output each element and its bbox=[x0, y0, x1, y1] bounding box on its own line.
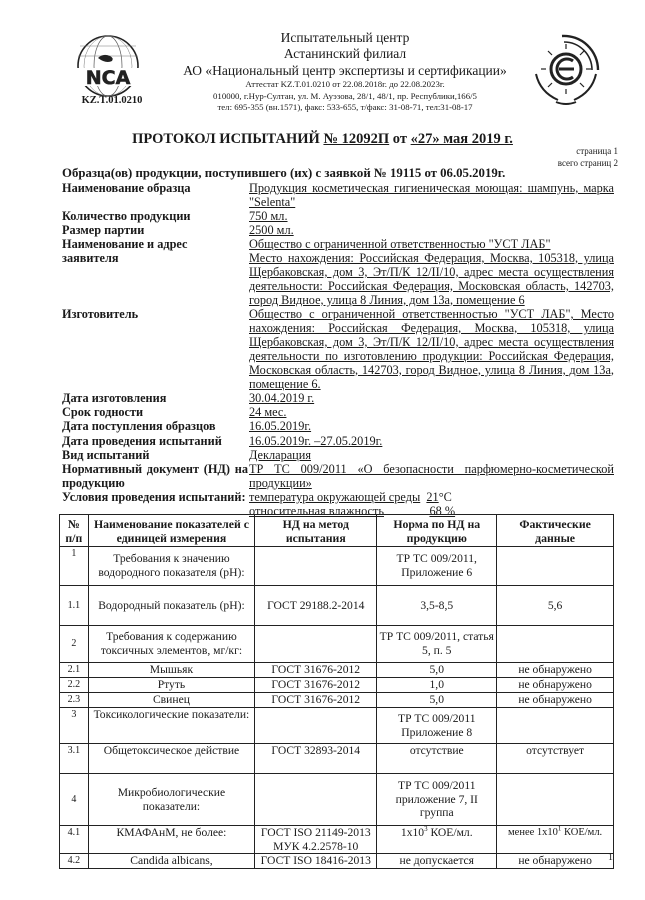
temperature-unit: °C bbox=[438, 490, 452, 504]
table-row bbox=[60, 693, 614, 708]
cell-name: Candida albicans, bbox=[88, 854, 255, 869]
cell-num: 4.1 bbox=[60, 826, 89, 854]
cell-method: ГОСТ ISO 21149-2013 МУК 4.2.2578-10 bbox=[255, 826, 377, 854]
sample-heading: Образца(ов) продукции, поступившего (их) с заявкой № 19115 от 06.05.2019г. bbox=[62, 166, 506, 180]
cell-name: Токсикологические показатели: bbox=[88, 708, 255, 744]
humidity-value: 68 % bbox=[429, 503, 456, 518]
label-quantity: Количество продукции bbox=[62, 209, 191, 223]
cell-actual: 5,6 bbox=[497, 586, 614, 626]
page-number: страница 1 bbox=[576, 146, 618, 156]
col-num-header: № п/п bbox=[60, 515, 89, 547]
cell-actual bbox=[497, 708, 614, 744]
cell-num: 2.1 bbox=[60, 663, 89, 678]
humidity-label: относительная влажность bbox=[249, 503, 384, 518]
cell-name: Свинец bbox=[88, 693, 255, 708]
cell-actual: не обнаружено bbox=[497, 854, 614, 869]
table-row bbox=[60, 678, 614, 693]
table-row bbox=[60, 626, 614, 663]
title-mid: от bbox=[389, 131, 411, 147]
cell-norm: 5,0 bbox=[377, 693, 497, 708]
norm-exponent: 3 bbox=[424, 825, 428, 834]
accreditation-code: KZ.T.01.0210 bbox=[81, 95, 143, 106]
table-row bbox=[60, 826, 614, 854]
value-test-dates: 16.05.2019г. –27.05.2019г. bbox=[249, 434, 383, 448]
value-batch-size: 2500 мл. bbox=[249, 223, 294, 237]
cell-norm: ТР ТС 009/2011 Приложение 8 bbox=[377, 708, 497, 744]
cell-name: Мышьяк bbox=[88, 663, 255, 678]
cell-actual bbox=[497, 626, 614, 663]
label-batch-size: Размер партии bbox=[62, 223, 145, 237]
results-table bbox=[59, 514, 614, 869]
cell-method bbox=[255, 626, 377, 663]
label-conditions: Условия проведения испытаний: bbox=[62, 490, 246, 504]
cell-method: ГОСТ 29188.2-2014 bbox=[255, 586, 377, 626]
cell-actual bbox=[497, 547, 614, 586]
value-normative-doc: ТР ТС 009/2011 «О безопасности парфюмерно-косметической продукции» bbox=[249, 462, 614, 490]
cell-name: Микробиологические показатели: bbox=[88, 774, 255, 826]
cell-actual bbox=[497, 774, 614, 826]
table-row bbox=[60, 774, 614, 826]
actual-base: менее 1х10 bbox=[508, 827, 558, 838]
title-prefix: ПРОТОКОЛ ИСПЫТАНИЙ bbox=[132, 131, 324, 147]
label-normative-doc: Нормативный документ (НД) на продукцию bbox=[62, 462, 248, 490]
cell-norm: 3,5-8,5 bbox=[377, 586, 497, 626]
norm-base: 1х10 bbox=[400, 826, 425, 839]
actual-exponent: 1 bbox=[557, 824, 562, 833]
cell-norm: ТР ТС 009/2011 приложение 7, II группа bbox=[377, 774, 497, 826]
value-manufacturer: Общество с ограниченной ответственностью "УСТ ЛАБ", Место нахождения: Российская Федерация, Москва, 105318, улица Щербаковская, дом 3, Эт/П/К 12/II/10, адрес места осуществления деятельности по изготовлению продукции: Российская Федерация, Московская область, 142703, город Видное, улица 8 Линия, дом 13а, помещение 6. bbox=[249, 307, 614, 391]
cell-actual: не обнаружено bbox=[497, 678, 614, 693]
protocol-date: «27» мая 2019 г. bbox=[410, 131, 513, 147]
table-row bbox=[60, 854, 614, 869]
col-norm-header: Норма по НД на продукцию bbox=[377, 515, 497, 547]
cell-method: ГОСТ 31676-2012 bbox=[255, 693, 377, 708]
cell-name: Ртуть bbox=[88, 678, 255, 693]
label-test-type: Вид испытаний bbox=[62, 448, 150, 462]
cell-name: КМАФАнМ, не более: bbox=[88, 826, 255, 854]
label-manufacture-date: Дата изготовления bbox=[62, 391, 167, 405]
cell-actual: не обнаружено bbox=[497, 663, 614, 678]
org-line-2: Астанинский филиал bbox=[283, 46, 407, 61]
pagination bbox=[558, 146, 618, 169]
cell-method bbox=[255, 547, 377, 586]
value-sample-name: Продукция косметическая гигиеническая моющая: шампунь, марка "Selenta" bbox=[249, 181, 614, 209]
attestat-line: Аттестат KZ.T.01.0210 от 22.08.2018г. до 22.08.2023г. bbox=[245, 79, 445, 89]
cell-num: 4.2 bbox=[60, 854, 89, 869]
phones-line: тел: 695-355 (вн.1571), факс: 533-655, т/факс: 31-08-71, тел:31-08-17 bbox=[217, 102, 473, 112]
cell-method bbox=[255, 774, 377, 826]
cell-num: 2 bbox=[60, 626, 89, 663]
col-actual-header: Фактические данные bbox=[497, 515, 614, 547]
org-line-1: Испытательный центр bbox=[280, 30, 410, 45]
cell-actual: не обнаружено bbox=[497, 693, 614, 708]
cell-method: ГОСТ 31676-2012 bbox=[255, 678, 377, 693]
value-shelf-life: 24 мес. bbox=[249, 405, 287, 419]
label-test-dates: Дата проведения испытаний bbox=[62, 434, 222, 448]
label-manufacturer: Изготовитель bbox=[62, 307, 139, 321]
value-manufacture-date: 30.04.2019 г. bbox=[249, 391, 315, 405]
cell-num: 1.1 bbox=[60, 586, 89, 626]
temperature-value: 21 bbox=[426, 490, 439, 504]
cell-num: 3 bbox=[60, 708, 89, 744]
value-quantity: 750 мл. bbox=[249, 209, 288, 223]
table-row bbox=[60, 663, 614, 678]
address-line: 010000, г.Нур-Султан, ул. М. Ауэзова, 28/1, 48/1, пр. Республики,166/5 bbox=[213, 90, 477, 101]
actual-unit: КОЕ/мл. bbox=[561, 827, 603, 838]
cell-method bbox=[255, 708, 377, 744]
cell-method: ГОСТ 32893-2014 bbox=[255, 744, 377, 774]
value-receipt-date: 16.05.2019г. bbox=[249, 419, 312, 433]
cell-num: 2.2 bbox=[60, 678, 89, 693]
label-applicant: Наименование и адрес заявителя bbox=[62, 237, 188, 265]
cell-norm: 1,0 bbox=[377, 678, 497, 693]
cell-norm: ТР ТС 009/2011, Приложение 6 bbox=[377, 547, 497, 586]
cell-norm bbox=[377, 826, 497, 854]
cell-method: ГОСТ ISO 18416-2013 bbox=[255, 854, 377, 869]
cell-method: ГОСТ 31676-2012 bbox=[255, 663, 377, 678]
table-row bbox=[60, 744, 614, 774]
cell-num: 3.1 bbox=[60, 744, 89, 774]
cell-actual bbox=[497, 826, 614, 854]
protocol-title bbox=[0, 131, 645, 148]
footer-page-number: 1 bbox=[608, 852, 613, 863]
cell-name: Требования к содержанию токсичных элементов, мг/кг: bbox=[88, 626, 255, 663]
cell-num: 1 bbox=[60, 547, 89, 586]
table-header-row bbox=[60, 515, 614, 547]
value-test-type: Декларация bbox=[249, 448, 311, 462]
cell-actual: отсутствует bbox=[497, 744, 614, 774]
value-applicant bbox=[249, 238, 614, 308]
cell-norm: 5,0 bbox=[377, 663, 497, 678]
cell-norm: отсутствие bbox=[377, 744, 497, 774]
header-block bbox=[170, 30, 520, 114]
table-row bbox=[60, 547, 614, 586]
applicant-name: Общество с ограниченной ответственностью "УСТ ЛАБ" bbox=[249, 237, 551, 251]
norm-unit: КОЕ/мл. bbox=[427, 826, 473, 839]
cell-num: 4 bbox=[60, 774, 89, 826]
table-row bbox=[60, 708, 614, 744]
label-receipt-date: Дата поступления образцов bbox=[62, 419, 216, 433]
cell-name: Общетоксическое действие bbox=[88, 744, 255, 774]
page-total: всего страниц 2 bbox=[557, 157, 618, 168]
temperature-label: температура окружающей среды bbox=[249, 490, 421, 504]
cell-norm: не допускается bbox=[377, 854, 497, 869]
cell-num: 2.3 bbox=[60, 693, 89, 708]
org-line-3: АО «Национальный центр экспертизы и сертификации» bbox=[183, 63, 507, 78]
label-sample-name: Наименование образца bbox=[62, 181, 191, 195]
label-shelf-life: Срок годности bbox=[62, 405, 144, 419]
cell-norm: ТР ТС 009/2011, статья 5, п. 5 bbox=[377, 626, 497, 663]
col-method-header: НД на метод испытания bbox=[255, 515, 377, 547]
cell-name: Водородный показатель (pH): bbox=[88, 586, 255, 626]
table-row bbox=[60, 586, 614, 626]
svg-text:NCA: NCA bbox=[85, 67, 131, 89]
applicant-address: Место нахождения: Российская Федерация, Москва, 105318, улица Щербаковская, дом 3, Эт/П/К 12/II/10, адрес места осуществления деятельности: Российская Федерация, Московская область, 142703, город Видное, улица 8 Линия, дом 13а, помещение 6 bbox=[249, 250, 614, 307]
col-name-header: Наименование показателей с единицей измерения bbox=[88, 515, 255, 547]
certification-emblem-icon bbox=[528, 30, 604, 110]
protocol-number: № 12092П bbox=[323, 131, 390, 147]
cell-name: Требования к значению водородного показателя (pH): bbox=[88, 547, 255, 586]
